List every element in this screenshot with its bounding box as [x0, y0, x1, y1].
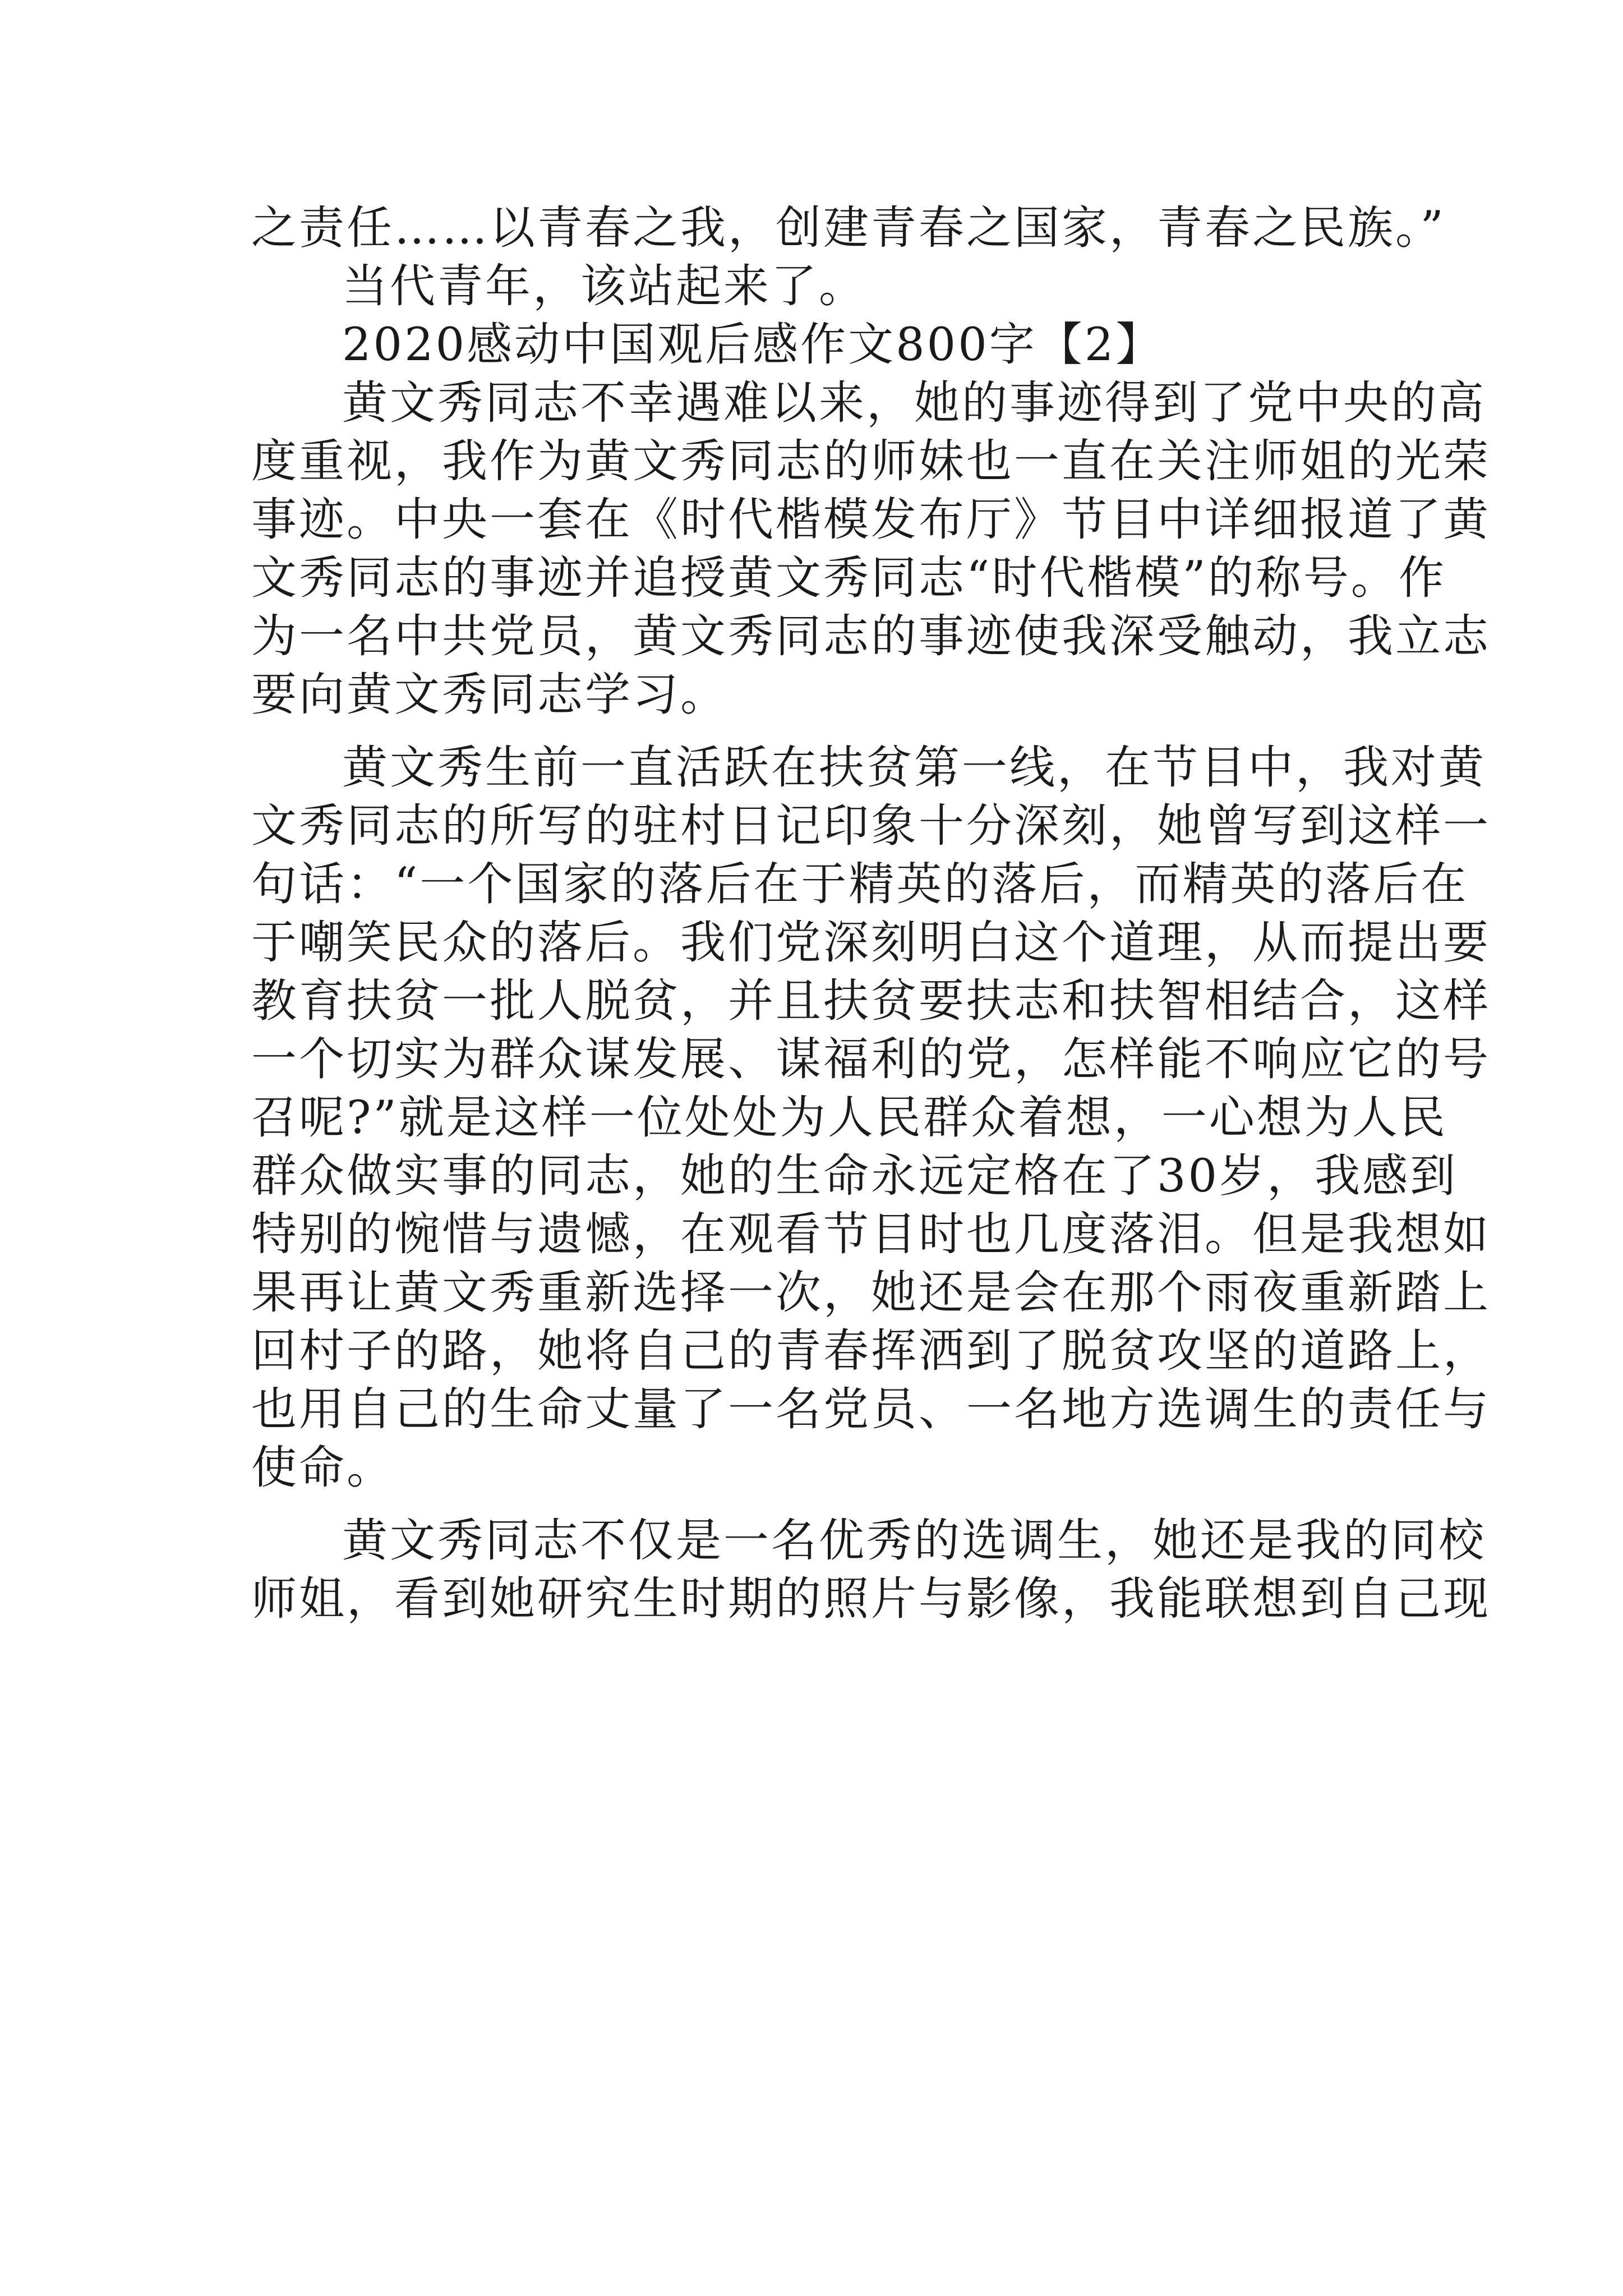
paragraph-line: 黄文秀生前一直活跃在扶贫第一线，在节目中，我对黄	[342, 742, 1487, 794]
body-text	[251, 199, 1491, 1628]
paragraph-line: 为一名中共党员，黄文秀同志的事迹使我深受触动，我立志	[251, 610, 1491, 663]
paragraph-line: 之责任……以青春之我，创建青春之国家，青春之民族。”	[251, 202, 1446, 255]
paragraph-line: 群众做实事的同志，她的生命永远定格在了30岁，我感到	[251, 1150, 1458, 1203]
paragraph-line: 度重视，我作为黄文秀同志的师妹也一直在关注师姐的光荣	[251, 435, 1491, 488]
paragraph-line: 要向黄文秀同志学习。	[251, 669, 728, 721]
section-heading: 2020感动中国观后感作文800字【2】	[342, 319, 1164, 371]
paragraph-line: 也用自己的生命丈量了一名党员、一名地方选调生的责任与	[251, 1383, 1491, 1436]
paragraph-line: 教育扶贫一批人脱贫，并且扶贫要扶志和扶智相结合，这样	[251, 975, 1491, 1028]
paragraph-line: 事迹。中央一套在《时代楷模发布厅》节目中详细报道了黄	[251, 494, 1491, 546]
paragraph-line: 召呢?”就是这样一位处处为人民群众着想，一心想为人民	[251, 1092, 1447, 1144]
paragraph-line: 果再让黄文秀重新选择一次，她还是会在那个雨夜重新踏上	[251, 1267, 1491, 1319]
paragraph-line: 于嘲笑民众的落后。我们党深刻明白这个道理，从而提出要	[251, 917, 1491, 969]
paragraph-line: 文秀同志的所写的驻村日记印象十分深刻，她曾写到这样一	[251, 800, 1491, 853]
paragraph-line: 一个切实为群众谋发展、谋福利的党，怎样能不响应它的号	[251, 1033, 1491, 1086]
paragraph-line: 当代青年，该站起来了。	[342, 260, 867, 313]
paragraph-line: 使命。	[251, 1442, 395, 1494]
paragraph-line: 回村子的路，她将自己的青春挥洒到了脱贫攻坚的道路上，	[251, 1325, 1491, 1378]
paragraph-line: 黄文秀同志不仅是一名优秀的选调生，她还是我的同校	[342, 1515, 1487, 1567]
paragraph-line: 黄文秀同志不幸遇难以来，她的事迹得到了党中央的高	[342, 377, 1487, 430]
paragraph-line: 师姐，看到她研究生时期的照片与影像，我能联想到自己现	[251, 1573, 1491, 1626]
paragraph-line: 特别的惋惜与遗憾，在观看节目时也几度落泪。但是我想如	[251, 1208, 1491, 1261]
paragraph-line: 句话：“一个国家的落后在于精英的落后，而精英的落后在	[251, 858, 1469, 911]
paragraph-line: 文秀同志的事迹并追授黄文秀同志“时代楷模”的称号。作	[251, 552, 1446, 605]
